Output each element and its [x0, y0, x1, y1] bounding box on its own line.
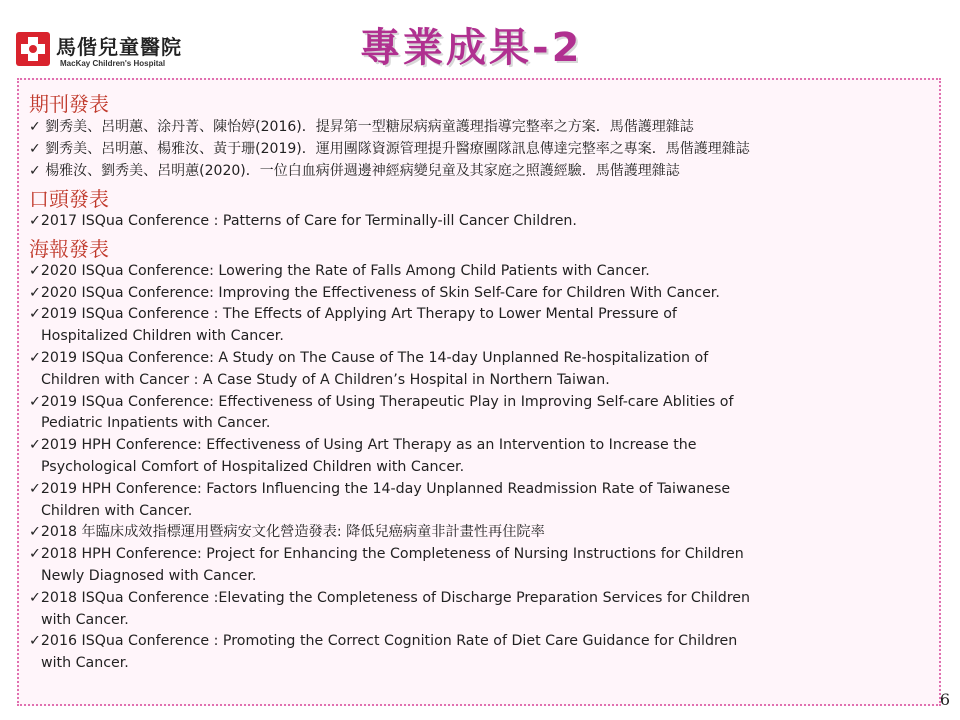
logo-chinese-name: 馬偕兒童醫院	[56, 35, 182, 59]
poster-item-line2: Hospitalized Children with Cancer.	[41, 328, 284, 345]
poster-item	[29, 588, 939, 632]
check-mark-icon: ✓	[29, 141, 41, 157]
poster-item-line2: Pediatric Inpatients with Cancer.	[41, 415, 271, 432]
poster-item	[29, 261, 939, 283]
logo-english-name: MacKay Children's Hospital	[60, 59, 166, 68]
poster-item	[29, 392, 939, 436]
oral-list	[29, 211, 939, 233]
poster-item-line2: with Cancer.	[41, 655, 129, 672]
journal-item-text: 劉秀美、呂明蕙、涂丹菁、陳怡婷(2016)．提昇第一型糖尿病病童護理指導完整率之方案．馬偕護理雜誌	[45, 119, 694, 135]
poster-item-line2: Children with Cancer : A Case Study of A Children’s Hospital in Northern Taiwan.	[41, 371, 610, 388]
poster-item-line1: 2019 ISQua Conference : The Effects of Applying Art Therapy to Lower Mental Pressure of	[40, 306, 677, 323]
poster-item-line1: 2020 ISQua Conference: Improving the Effectiveness of Skin Self-Care for Children With Cancer.	[40, 284, 720, 301]
oral-item	[29, 211, 939, 233]
poster-item	[29, 304, 939, 348]
check-mark-icon: ✓	[29, 589, 41, 606]
poster-item	[29, 283, 939, 305]
poster-item-line1: 2019 HPH Conference: Factors Influencing the 14-day Unplanned Readmission Rate of Taiwanese	[40, 480, 731, 497]
check-mark-icon: ✓	[29, 213, 41, 229]
check-mark-icon: ✓	[29, 349, 41, 366]
poster-item-line1: 2018 年臨床成效指標運用暨病安文化營造發表: 降低兒癌病童非計畫性再住院率	[40, 524, 545, 541]
slide-title: 專業成果-2	[360, 25, 583, 71]
journal-heading: 期刊發表	[29, 92, 109, 116]
check-mark-icon: ✓	[29, 633, 41, 650]
poster-item-line1: 2019 ISQua Conference: A Study on The Cause of The 14-day Unplanned Re-hospitalization of	[40, 349, 709, 366]
poster-item	[29, 544, 939, 588]
check-mark-icon: ✓	[29, 393, 41, 410]
check-mark-icon: ✓	[29, 262, 41, 279]
red-cross-icon	[16, 32, 50, 66]
poster-item-line1: 2018 ISQua Conference :Elevating the Completeness of Discharge Preparation Services for Children	[40, 589, 750, 606]
poster-item-line2: with Cancer.	[41, 611, 129, 628]
check-mark-icon: ✓	[29, 546, 41, 563]
check-mark-icon: ✓	[29, 163, 41, 179]
check-mark-icon: ✓	[29, 437, 41, 454]
check-mark-icon: ✓	[29, 480, 41, 497]
check-mark-icon: ✓	[29, 284, 41, 301]
poster-item	[29, 631, 939, 675]
content-list	[29, 92, 939, 675]
poster-item	[29, 348, 939, 392]
journal-item-text: 楊雅汝、劉秀美、呂明蕙(2020)．一位白血病併週邊神經病變兒童及其家庭之照護經驗．馬偕護理雜誌	[45, 163, 680, 179]
journal-item-text: 劉秀美、呂明蕙、楊雅汝、黃于珊(2019)．運用團隊資源管理提升醫療團隊訊息傳達完整率之專案．馬偕護理雜誌	[45, 141, 750, 157]
poster-list	[29, 261, 939, 675]
poster-item-line2: Psychological Comfort of Hospitalized Children with Cancer.	[41, 458, 465, 475]
journal-list	[29, 116, 939, 182]
poster-item	[29, 435, 939, 479]
poster-item-line1: 2018 HPH Conference: Project for Enhancing the Completeness of Nursing Instructions for Children	[40, 546, 744, 563]
poster-item-line1: 2016 ISQua Conference : Promoting the Correct Cognition Rate of Diet Care Guidance for Children	[40, 633, 738, 650]
poster-item-line2: Children with Cancer.	[41, 502, 193, 519]
poster-item-line1: 2019 HPH Conference: Effectiveness of Using Art Therapy as an Intervention to Increase the	[40, 437, 697, 454]
journal-item	[29, 160, 939, 182]
check-mark-icon: ✓	[29, 119, 41, 135]
journal-item	[29, 116, 939, 138]
page-number: 6	[939, 690, 950, 709]
poster-item-line1: 2019 ISQua Conference: Effectiveness of Using Therapeutic Play in Improving Self-care Ablities of	[40, 393, 734, 410]
poster-item	[29, 522, 939, 544]
poster-item-line1: 2020 ISQua Conference: Lowering the Rate of Falls Among Child Patients with Cancer.	[40, 262, 650, 279]
journal-item	[29, 138, 939, 160]
oral-item-text: 2017 ISQua Conference : Patterns of Care for Terminally-ill Cancer Children.	[40, 213, 577, 229]
check-mark-icon: ✓	[29, 306, 41, 323]
poster-item	[29, 479, 939, 523]
check-mark-icon: ✓	[29, 524, 41, 541]
hospital-logo	[16, 30, 196, 74]
poster-item-line2: Newly Diagnosed with Cancer.	[41, 567, 257, 584]
poster-heading: 海報發表	[29, 236, 109, 261]
oral-heading: 口頭發表	[29, 187, 109, 211]
